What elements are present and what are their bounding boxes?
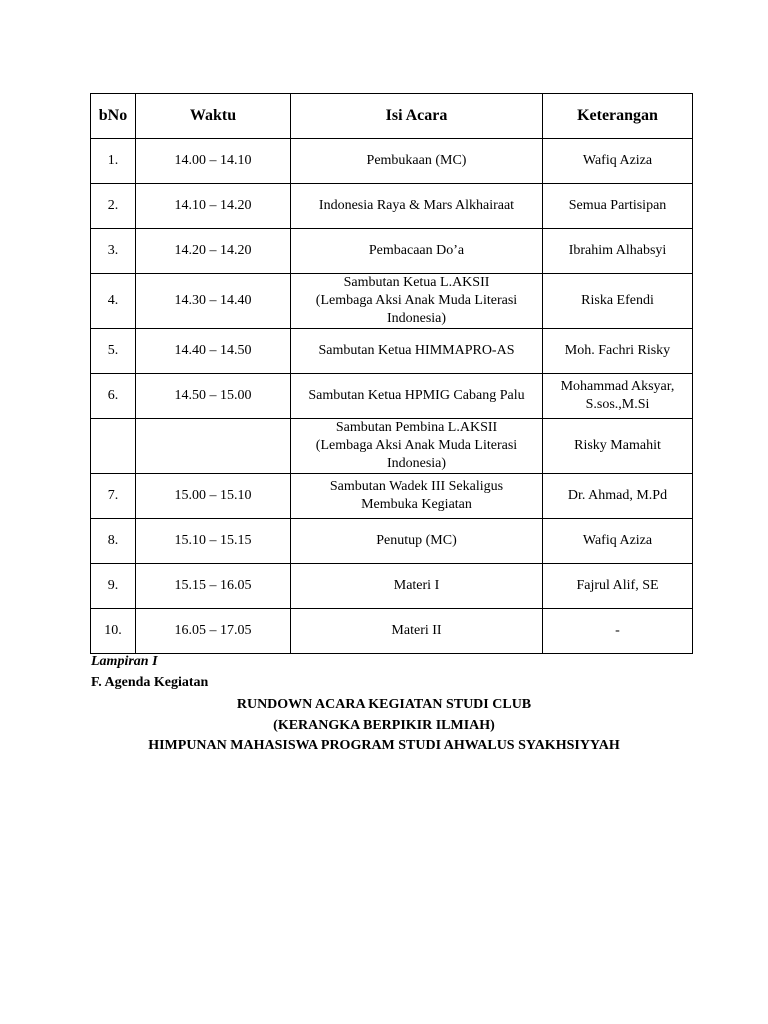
cell-time: 14.40 – 14.50 (136, 329, 291, 374)
cell-event (291, 274, 543, 329)
cell-note (543, 374, 693, 419)
header-no: bNo (91, 94, 136, 139)
cell-note: Semua Partisipan (543, 184, 693, 229)
cell-note: Ibrahim Alhabsyi (543, 229, 693, 274)
cell-note: Fajrul Alif, SE (543, 564, 693, 609)
table-row (91, 274, 693, 329)
header-keterangan: Keterangan (543, 94, 693, 139)
cell-note: Wafiq Aziza (543, 139, 693, 184)
cell-no: 7. (91, 474, 136, 519)
table-row (91, 474, 693, 519)
cell-event: Indonesia Raya & Mars Alkhairaat (291, 184, 543, 229)
cell-event: Penutup (MC) (291, 519, 543, 564)
cell-time: 15.00 – 15.10 (136, 474, 291, 519)
cell-time: 14.00 – 14.10 (136, 139, 291, 184)
event-line: Sambutan Pembina L.AKSII (335, 420, 498, 435)
cell-time: 14.30 – 14.40 (136, 274, 291, 329)
header-waktu: Waktu (136, 94, 291, 139)
cell-time: 15.15 – 16.05 (136, 564, 291, 609)
event-line: Indonesia) (386, 456, 447, 471)
event-line: (Lembaga Aksi Anak Muda Literasi (315, 438, 518, 453)
table-row (91, 374, 693, 419)
cell-note: Riska Efendi (543, 274, 693, 329)
title-line: HIMPUNAN MAHASISWA PROGRAM STUDI AHWALUS SYAKHSIYYAH (148, 738, 620, 753)
cell-no (91, 419, 136, 474)
cell-event: Materi II (291, 609, 543, 654)
cell-note: Moh. Fachri Risky (543, 329, 693, 374)
cell-event (291, 419, 543, 474)
cell-time (136, 419, 291, 474)
agenda-table (90, 93, 693, 654)
table-row (91, 229, 693, 274)
cell-no: 2. (91, 184, 136, 229)
table-row (91, 419, 693, 474)
cell-note: - (543, 609, 693, 654)
cell-no: 1. (91, 139, 136, 184)
cell-event: Pembukaan (MC) (291, 139, 543, 184)
event-line: Indonesia) (386, 311, 447, 326)
header-isi-acara: Isi Acara (291, 94, 543, 139)
table-row (91, 609, 693, 654)
cell-event: Materi I (291, 564, 543, 609)
cell-time: 14.50 – 15.00 (136, 374, 291, 419)
table-row (91, 519, 693, 564)
cell-no: 9. (91, 564, 136, 609)
cell-no: 8. (91, 519, 136, 564)
cell-time: 14.20 – 14.20 (136, 229, 291, 274)
event-line: Sambutan Ketua L.AKSII (343, 275, 490, 290)
cell-time: 16.05 – 17.05 (136, 609, 291, 654)
table-row (91, 139, 693, 184)
cell-event: Sambutan Ketua HPMIG Cabang Palu (291, 374, 543, 419)
note-line: S.sos.,M.Si (585, 397, 650, 412)
attachment-label: Lampiran I (91, 654, 158, 669)
title-line: (KERANGKA BERPIKIR ILMIAH) (273, 717, 495, 733)
cell-note: Risky Mamahit (543, 419, 693, 474)
section-heading: F. Agenda Kegiatan (91, 675, 209, 690)
event-line: Sambutan Wadek III Sekaligus (329, 479, 504, 494)
cell-no: 5. (91, 329, 136, 374)
cell-no: 4. (91, 274, 136, 329)
event-line: Membuka Kegiatan (361, 497, 472, 512)
cell-note: Dr. Ahmad, M.Pd (543, 474, 693, 519)
table-row (91, 329, 693, 374)
cell-time: 15.10 – 15.15 (136, 519, 291, 564)
event-line: (Lembaga Aksi Anak Muda Literasi (315, 293, 518, 308)
title-line: RUNDOWN ACARA KEGIATAN STUDI CLUB (236, 697, 532, 712)
cell-time: 14.10 – 14.20 (136, 184, 291, 229)
document-title (90, 695, 678, 757)
table-header-row (91, 94, 693, 139)
cell-event: Pembacaan Do’a (291, 229, 543, 274)
note-line: Mohammad Aksyar, (560, 379, 675, 394)
cell-event (291, 474, 543, 519)
table-row (91, 184, 693, 229)
cell-no: 10. (91, 609, 136, 654)
cell-event: Sambutan Ketua HIMMAPRO-AS (291, 329, 543, 374)
table-row (91, 564, 693, 609)
cell-note: Wafiq Aziza (543, 519, 693, 564)
cell-no: 6. (91, 374, 136, 419)
cell-no: 3. (91, 229, 136, 274)
